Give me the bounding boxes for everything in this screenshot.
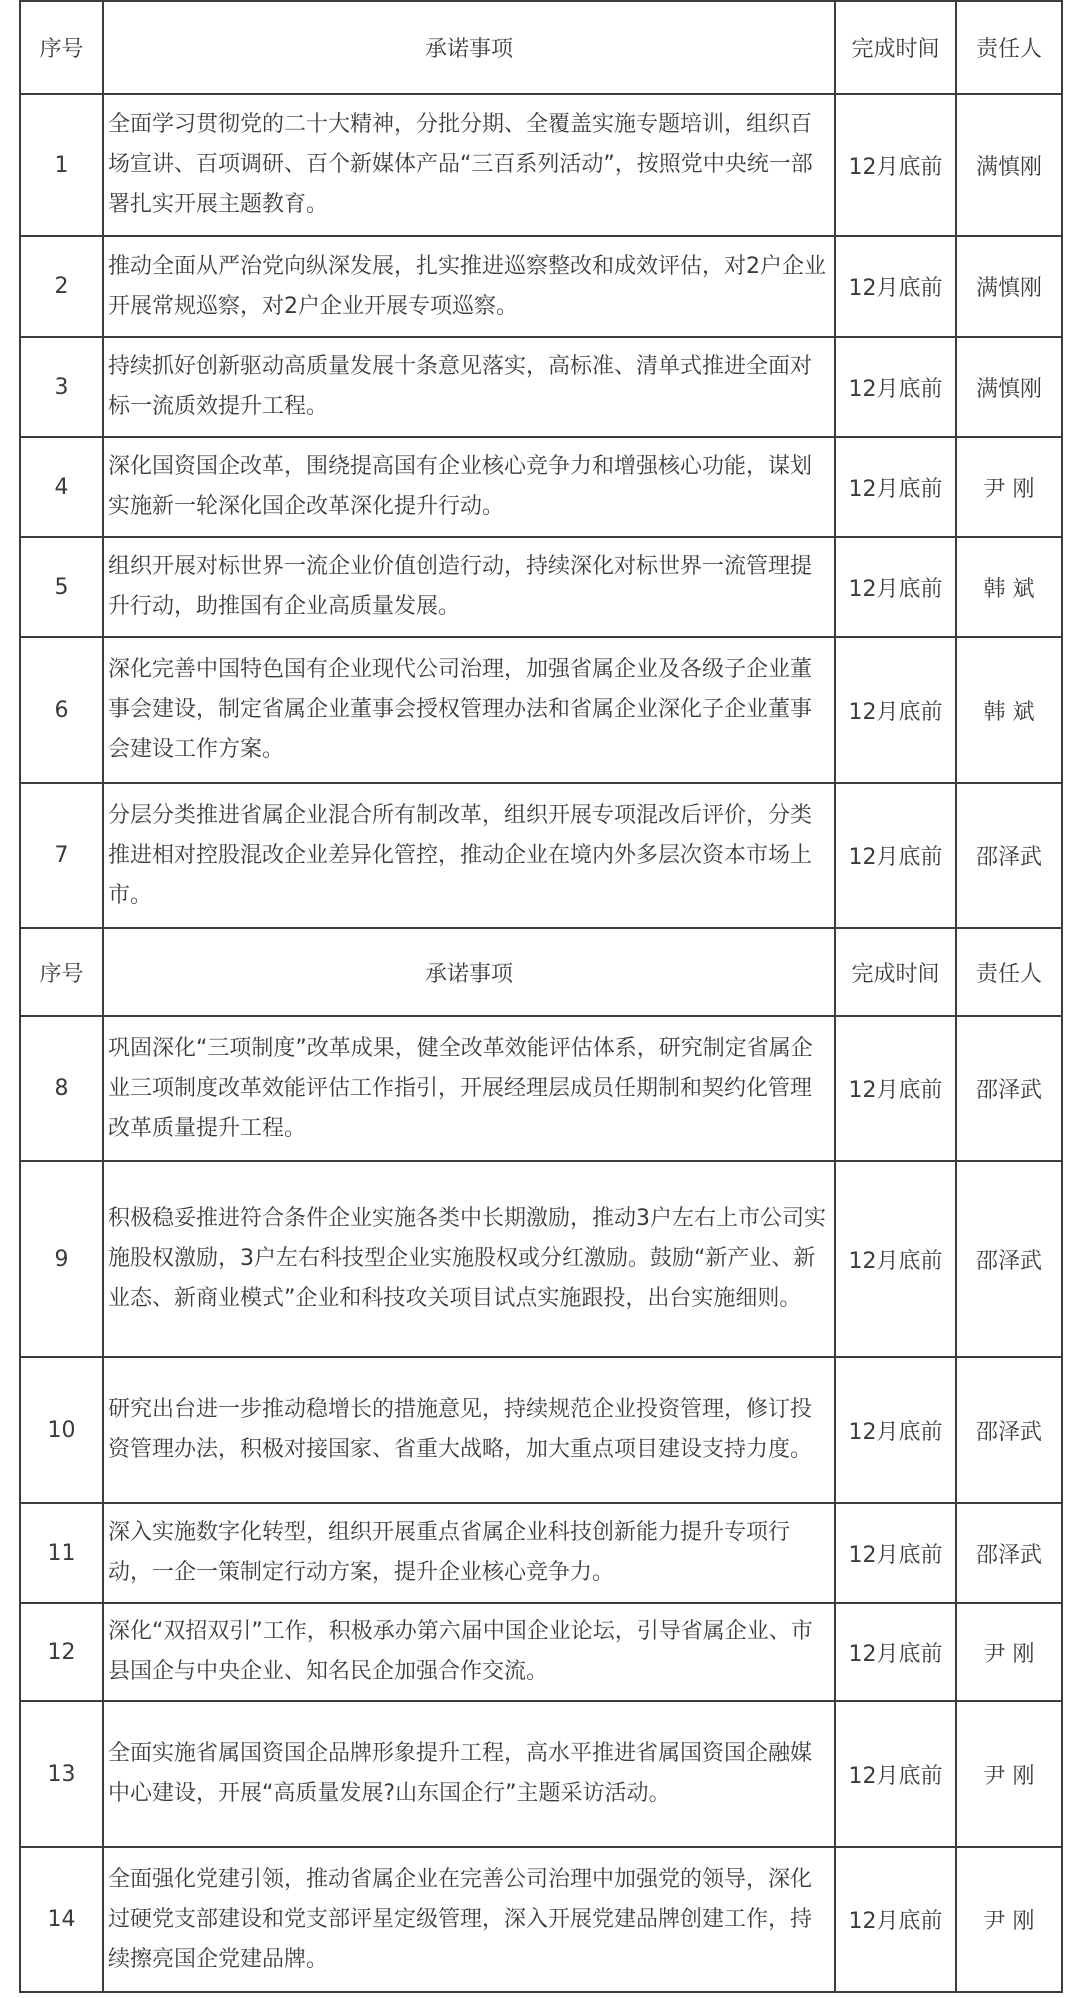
row-item-text: 全面强化党建引领，推动省属企业在完善公司治理中加强党的领导，深化过硬党支部建设和党支部评星定级管理，深入开展党建品牌创建工作，持续擦亮国企党建品牌。 (108, 1866, 813, 1972)
row-owner: 韩 斌 (956, 537, 1062, 637)
row-date: 12月底前 (835, 1701, 956, 1847)
row-owner: 邵泽武 (956, 783, 1062, 928)
row-item-text: 研究出台进一步推动稳增长的措施意见，持续规范企业投资管理，修订投资管理办法，积极对接国家、省重大战略，加大重点项目建设支持力度。 (108, 1397, 813, 1462)
table-row (20, 337, 1062, 437)
header-date: 完成时间 (835, 1, 956, 94)
row-owner: 尹 刚 (956, 1603, 1062, 1701)
row-date: 12月底前 (835, 783, 956, 928)
row-num: 14 (20, 1847, 103, 1992)
row-item (103, 1603, 835, 1701)
row-owner: 满慎刚 (956, 337, 1062, 437)
row-owner: 邵泽武 (956, 1161, 1062, 1357)
table-row (20, 637, 1062, 783)
header-owner: 责任人 (956, 1, 1062, 94)
row-item (103, 783, 835, 928)
table-row (20, 1503, 1062, 1603)
header-item: 承诺事项 (103, 1, 835, 94)
table-header-row (20, 1, 1062, 94)
row-owner: 满慎刚 (956, 236, 1062, 337)
header-owner: 责任人 (956, 928, 1062, 1016)
row-item (103, 1161, 835, 1357)
row-num: 1 (20, 94, 103, 236)
row-item-text: 持续抓好创新驱动高质量发展十条意见落实，高标准、清单式推进全面对标一流质效提升工程。 (108, 354, 813, 419)
row-item (103, 1847, 835, 1992)
row-item (103, 1357, 835, 1503)
row-date: 12月底前 (835, 1016, 956, 1161)
row-item (103, 437, 835, 537)
table-row (20, 537, 1062, 637)
row-num: 7 (20, 783, 103, 928)
row-num: 11 (20, 1503, 103, 1603)
header-num: 序号 (20, 1, 103, 94)
row-date: 12月底前 (835, 1357, 956, 1503)
row-date: 12月底前 (835, 1161, 956, 1357)
table-row (20, 94, 1062, 236)
row-item-text: 深化“双招双引”工作，积极承办第六届中国企业论坛，引导省属企业、市县国企与中央企业、知名民企加强合作交流。 (108, 1619, 813, 1684)
row-num: 8 (20, 1016, 103, 1161)
row-date: 12月底前 (835, 236, 956, 337)
commitment-table (19, 0, 1063, 1993)
row-item (103, 337, 835, 437)
row-owner: 尹 刚 (956, 1701, 1062, 1847)
row-item-text: 组织开展对标世界一流企业价值创造行动，持续深化对标世界一流管理提升行动，助推国有企业高质量发展。 (108, 554, 813, 619)
row-num: 12 (20, 1603, 103, 1701)
row-item (103, 1503, 835, 1603)
row-num: 4 (20, 437, 103, 537)
row-owner: 韩 斌 (956, 637, 1062, 783)
header-item: 承诺事项 (103, 928, 835, 1016)
row-item-text: 深入实施数字化转型，组织开展重点省属企业科技创新能力提升专项行动，一企一策制定行动方案，提升企业核心竞争力。 (108, 1520, 791, 1585)
row-item-text: 巩固深化“三项制度”改革成果，健全改革效能评估体系，研究制定省属企业三项制度改革效能评估工作指引，开展经理层成员任期制和契约化管理改革质量提升工程。 (108, 1035, 813, 1141)
header-date: 完成时间 (835, 928, 956, 1016)
row-owner: 满慎刚 (956, 94, 1062, 236)
row-item (103, 637, 835, 783)
table-row (20, 1357, 1062, 1503)
row-item-text: 深化国资国企改革，围绕提高国有企业核心竞争力和增强核心功能，谋划实施新一轮深化国企改革深化提升行动。 (108, 454, 813, 519)
row-owner: 尹 刚 (956, 437, 1062, 537)
row-item (103, 1701, 835, 1847)
row-date: 12月底前 (835, 94, 956, 236)
table-row (20, 1603, 1062, 1701)
table-row (20, 1847, 1062, 1992)
row-owner: 尹 刚 (956, 1847, 1062, 1992)
row-num: 2 (20, 236, 103, 337)
header-num: 序号 (20, 928, 103, 1016)
row-num: 3 (20, 337, 103, 437)
table-row (20, 1701, 1062, 1847)
row-date: 12月底前 (835, 1503, 956, 1603)
row-owner: 邵泽武 (956, 1357, 1062, 1503)
row-num: 9 (20, 1161, 103, 1357)
row-owner: 邵泽武 (956, 1016, 1062, 1161)
row-item-text: 分层分类推进省属企业混合所有制改革，组织开展专项混改后评价，分类推进相对控股混改企业差异化管控，推动企业在境内外多层次资本市场上市。 (108, 802, 813, 908)
row-num: 10 (20, 1357, 103, 1503)
row-item (103, 1016, 835, 1161)
table-header-row-repeat (20, 928, 1062, 1016)
row-num: 13 (20, 1701, 103, 1847)
table-row (20, 783, 1062, 928)
row-item (103, 537, 835, 637)
row-date: 12月底前 (835, 1603, 956, 1701)
row-owner: 邵泽武 (956, 1503, 1062, 1603)
row-item-text: 深化完善中国特色国有企业现代公司治理，加强省属企业及各级子企业董事会建设，制定省属企业董事会授权管理办法和省属企业深化子企业董事会建设工作方案。 (108, 657, 813, 762)
row-num: 6 (20, 637, 103, 783)
row-item (103, 94, 835, 236)
table-row (20, 437, 1062, 537)
row-item-text: 推动全面从严治党向纵深发展，扎实推进巡察整改和成效评估，对2户企业开展常规巡察，对2户企业开展专项巡察。 (108, 253, 826, 319)
row-item (103, 236, 835, 337)
row-num: 5 (20, 537, 103, 637)
table-row (20, 1161, 1062, 1357)
row-item-text: 全面学习贯彻党的二十大精神，分批分期、全覆盖实施专题培训，组织百场宣讲、百项调研、百个新媒体产品“三百系列活动”，按照党中央统一部署扎实开展主题教育。 (108, 112, 813, 217)
row-date: 12月底前 (835, 437, 956, 537)
row-date: 12月底前 (835, 1847, 956, 1992)
table-row (20, 236, 1062, 337)
row-date: 12月底前 (835, 637, 956, 783)
row-item-text: 积极稳妥推进符合条件企业实施各类中长期激励，推动3户左右上市公司实施股权激励，3户左右科技型企业实施股权或分红激励。鼓励“新产业、新业态、新商业模式”企业和科技攻关项目试点实施跟投，出台实施细则。 (108, 1206, 826, 1311)
table-row (20, 1016, 1062, 1161)
row-date: 12月底前 (835, 337, 956, 437)
commitment-table-sheet (19, 0, 1061, 1993)
row-item-text: 全面实施省属国资国企品牌形象提升工程，高水平推进省属国资国企融媒中心建设，开展“高质量发展?山东国企行”主题采访活动。 (108, 1741, 813, 1806)
row-date: 12月底前 (835, 537, 956, 637)
